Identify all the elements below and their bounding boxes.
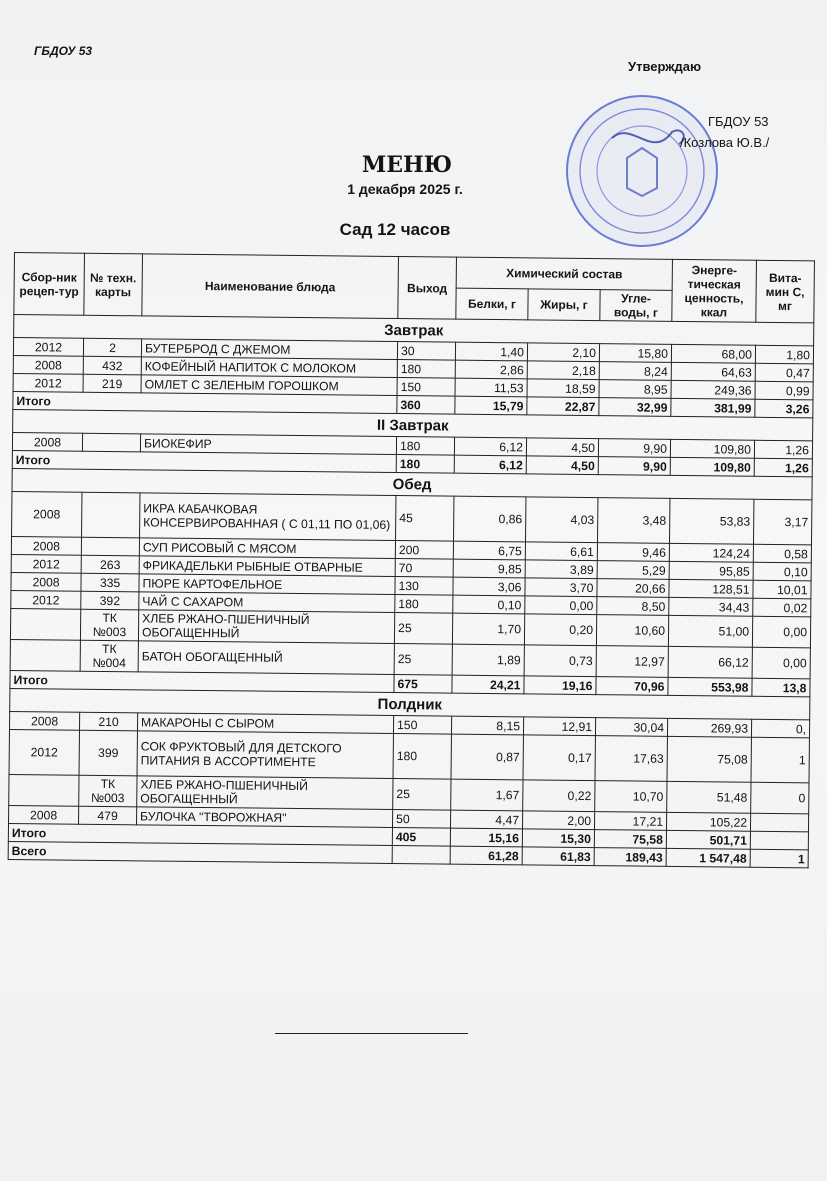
header-cell: Угле-воды, г	[600, 290, 672, 322]
vitamin-c-cell: 10,01	[753, 580, 811, 599]
dish-name-cell: ЧАЙ С САХАРОМ	[139, 592, 395, 613]
tech-card-cell: ТК №003	[80, 609, 138, 641]
recipe-book-cell: 2008	[13, 355, 83, 374]
subtotal-energy: 381,99	[671, 398, 755, 417]
recipe-book-cell: 2012	[13, 373, 83, 392]
tech-card-cell: ТК №003	[79, 775, 137, 807]
carbs-cell: 12,97	[596, 646, 668, 678]
organization-header: ГБДОУ 53	[34, 44, 93, 58]
page-title: МЕНЮ	[361, 152, 453, 178]
subtotal-vitamin-c: 3,26	[755, 399, 813, 418]
portion-cell: 130	[395, 577, 453, 596]
carbs-cell: 8,95	[599, 380, 671, 399]
subtotal-portion: 675	[394, 675, 452, 694]
group-name: Сад 12 часов	[339, 220, 451, 239]
carbs-cell: 17,63	[595, 736, 667, 782]
grand-total-protein: 61,28	[450, 846, 522, 865]
subtotal-protein: 15,79	[455, 396, 527, 415]
menu-date: 1 декабря 2025 г.	[347, 181, 463, 197]
vitamin-c-cell: 0,	[751, 719, 809, 738]
energy-cell: 53,83	[670, 498, 754, 544]
header-cell: Химический состав	[456, 257, 672, 290]
recipe-book-cell: 2008	[12, 432, 82, 451]
subtotal-carbs: 32,99	[599, 398, 671, 417]
protein-cell: 6,75	[453, 541, 525, 560]
portion-cell: 150	[393, 716, 451, 735]
tech-card-cell: 479	[79, 806, 137, 825]
recipe-book-cell	[10, 608, 80, 640]
portion-cell: 50	[392, 809, 450, 828]
dish-name-cell: БАТОН ОБОГАЩЕННЫЙ	[138, 641, 394, 675]
carbs-cell: 8,50	[597, 597, 669, 616]
dish-name-cell: СУП РИСОВЫЙ С МЯСОМ	[139, 538, 395, 559]
dish-name-cell: БУЛОЧКА "ТВОРОЖНАЯ"	[137, 807, 393, 828]
approval-signatory: /Козлова Ю.В./	[680, 135, 770, 150]
approval-label: Утверждаю	[628, 59, 702, 74]
carbs-cell: 20,66	[597, 579, 669, 598]
tech-card-cell: 392	[81, 591, 139, 610]
fat-cell: 4,50	[526, 438, 598, 457]
section-title: Обед	[12, 468, 812, 499]
fat-cell: 2,18	[527, 361, 599, 380]
portion-cell: 70	[395, 559, 453, 578]
recipe-book-cell: 2008	[12, 491, 82, 537]
carbs-cell: 10,70	[595, 781, 667, 813]
tech-card-cell	[82, 492, 140, 538]
protein-cell: 6,12	[454, 437, 526, 456]
grand-total-portion	[392, 845, 450, 864]
vitamin-c-cell: 0,00	[752, 616, 810, 648]
portion-cell: 200	[395, 541, 453, 560]
header-cell: Сбор-ник рецеп-тур	[14, 253, 85, 316]
fat-cell: 18,59	[527, 379, 599, 398]
carbs-cell: 8,24	[599, 362, 671, 381]
portion-cell: 25	[394, 613, 452, 645]
fat-cell: 0,00	[525, 596, 597, 615]
protein-cell: 1,70	[452, 613, 524, 645]
carbs-cell: 9,46	[597, 543, 669, 562]
protein-cell: 2,86	[455, 360, 527, 379]
portion-cell: 180	[397, 360, 455, 379]
portion-cell: 25	[394, 644, 452, 676]
header-cell: Жиры, г	[528, 289, 600, 321]
subtotal-vitamin-c	[750, 831, 808, 850]
recipe-book-cell: 2008	[9, 805, 79, 824]
recipe-book-cell: 2008	[11, 572, 81, 591]
section-title: Завтрак	[14, 315, 814, 346]
tech-card-cell	[81, 537, 139, 556]
vitamin-c-cell: 0,47	[755, 363, 813, 382]
subtotal-fat: 19,16	[524, 676, 596, 695]
subtotal-carbs: 70,96	[596, 677, 668, 696]
protein-cell: 0,10	[453, 595, 525, 614]
dish-name-cell: КОФЕЙНЫЙ НАПИТОК С МОЛОКОМ	[141, 357, 397, 378]
dish-name-cell: ХЛЕБ РЖАНО-ПШЕНИЧНЫЙ ОБОГАЩЕННЫЙ	[138, 610, 394, 644]
recipe-book-cell	[10, 639, 80, 671]
header-cell: Выход	[398, 257, 457, 320]
fat-cell: 0,22	[523, 780, 595, 812]
energy-cell: 109,80	[670, 439, 754, 458]
energy-cell: 64,63	[671, 362, 755, 381]
section-title: Полдник	[10, 688, 810, 719]
subtotal-portion: 180	[396, 455, 454, 474]
vitamin-c-cell: 1,80	[755, 345, 813, 364]
grand-total-carbs: 189,43	[594, 848, 666, 867]
protein-cell: 11,53	[455, 378, 527, 397]
portion-cell: 30	[397, 342, 455, 361]
protein-cell: 1,40	[455, 342, 527, 361]
tech-card-cell: 335	[81, 573, 139, 592]
dish-name-cell: СОК ФРУКТОВЫЙ ДЛЯ ДЕТСКОГО ПИТАНИЯ В АССОРТИМЕНТЕ	[137, 731, 393, 779]
subtotal-fat: 4,50	[526, 456, 598, 475]
tech-card-cell	[82, 433, 140, 452]
protein-cell: 1,67	[451, 779, 523, 811]
energy-cell: 75,08	[667, 736, 751, 782]
subtotal-carbs: 9,90	[598, 457, 670, 476]
tech-card-cell: 219	[83, 374, 141, 393]
dish-name-cell: ХЛЕБ РЖАНО-ПШЕНИЧНЫЙ ОБОГАЩЕННЫЙ	[137, 776, 393, 810]
section-title: II Завтрак	[13, 409, 813, 440]
carbs-cell: 15,80	[599, 344, 671, 363]
vitamin-c-cell: 0,10	[753, 562, 811, 581]
subtotal-protein: 24,21	[452, 675, 524, 694]
vitamin-c-cell	[750, 813, 808, 832]
vitamin-c-cell: 0,99	[755, 381, 813, 400]
fat-cell: 12,91	[523, 717, 595, 736]
energy-cell: 34,43	[669, 597, 753, 616]
carbs-cell: 17,21	[594, 812, 666, 831]
header-cell: Энерге-тическая ценность, ккал	[672, 259, 757, 322]
dish-name-cell: ПЮРЕ КАРТОФЕЛЬНОЕ	[139, 574, 395, 595]
protein-cell: 3,06	[453, 577, 525, 596]
portion-cell: 180	[393, 734, 451, 780]
vitamin-c-cell: 1,26	[754, 440, 812, 459]
protein-cell: 8,15	[451, 716, 523, 735]
energy-cell: 128,51	[669, 579, 753, 598]
fat-cell: 2,00	[522, 811, 594, 830]
portion-cell: 45	[395, 496, 453, 542]
grand-total-label: Всего	[8, 841, 392, 863]
dish-name-cell: БИОКЕФИР	[140, 434, 396, 455]
energy-cell: 124,24	[669, 543, 753, 562]
energy-cell: 95,85	[669, 561, 753, 580]
protein-cell: 4,47	[450, 810, 522, 829]
energy-cell: 68,00	[671, 344, 755, 363]
energy-cell: 249,36	[671, 380, 755, 399]
energy-cell: 66,12	[668, 646, 752, 678]
tech-card-cell: 399	[79, 730, 137, 776]
protein-cell: 9,85	[453, 559, 525, 578]
portion-cell: 150	[397, 378, 455, 397]
subtotal-label: Итого	[13, 391, 397, 413]
dish-name-cell: ФРИКАДЕЛЬКИ РЫБНЫЕ ОТВАРНЫЕ	[139, 556, 395, 577]
recipe-book-cell: 2008	[11, 536, 81, 555]
dish-name-cell: МАКАРОНЫ С СЫРОМ	[137, 713, 393, 734]
fat-cell: 0,17	[523, 735, 595, 781]
fat-cell: 0,73	[524, 645, 596, 677]
header-cell: Наименование блюда	[142, 254, 399, 319]
subtotal-vitamin-c: 1,26	[754, 458, 812, 477]
portion-cell: 180	[395, 595, 453, 614]
subtotal-portion: 405	[392, 827, 450, 846]
vitamin-c-cell: 0	[751, 782, 809, 814]
recipe-book-cell: 2012	[11, 554, 81, 573]
energy-cell: 105,22	[666, 812, 750, 831]
carbs-cell: 3,48	[597, 498, 669, 544]
subtotal-label: Итого	[10, 670, 394, 692]
grand-total-energy: 1 547,48	[666, 848, 750, 867]
protein-cell: 0,87	[451, 734, 523, 780]
subtotal-protein: 15,16	[450, 828, 522, 847]
subtotal-carbs: 75,58	[594, 830, 666, 849]
recipe-book-cell	[9, 774, 79, 806]
header-cell: № техн. карты	[84, 253, 143, 316]
fat-cell: 0,20	[524, 614, 596, 646]
recipe-book-cell: 2008	[9, 711, 79, 730]
subtotal-portion: 360	[397, 396, 455, 415]
dish-name-cell: ИКРА КАБАЧКОВАЯ КОНСЕРВИРОВАННАЯ ( С 01,11 ПО 01,06)	[140, 493, 396, 541]
fat-cell: 3,70	[525, 578, 597, 597]
signature-line	[275, 1033, 468, 1034]
portion-cell: 25	[393, 778, 451, 810]
vitamin-c-cell: 0,58	[753, 544, 811, 563]
protein-cell: 1,89	[452, 644, 524, 676]
subtotal-fat: 22,87	[527, 397, 599, 416]
tech-card-cell: 210	[79, 712, 137, 731]
subtotal-fat: 15,30	[522, 829, 594, 848]
vitamin-c-cell: 3,17	[753, 499, 811, 545]
fat-cell: 4,03	[525, 497, 597, 543]
dish-name-cell: ОМЛЕТ С ЗЕЛЕНЫМ ГОРОШКОМ	[141, 375, 397, 396]
subtotal-label: Итого	[12, 450, 396, 472]
tech-card-cell: 263	[81, 555, 139, 574]
fat-cell: 3,89	[525, 560, 597, 579]
subtotal-label: Итого	[8, 823, 392, 845]
vitamin-c-cell: 0,00	[752, 647, 810, 679]
menu-table	[8, 252, 815, 868]
carbs-cell: 5,29	[597, 561, 669, 580]
recipe-book-cell: 2012	[11, 590, 81, 609]
subtotal-protein: 6,12	[454, 455, 526, 474]
menu-table-body	[8, 315, 814, 868]
fat-cell: 2,10	[527, 343, 599, 362]
grand-total-vitamin-c: 1	[750, 849, 808, 868]
subtotal-energy: 109,80	[670, 457, 754, 476]
tech-card-cell: ТК №004	[80, 640, 138, 672]
energy-cell: 51,00	[668, 615, 752, 647]
energy-cell: 51,48	[667, 781, 751, 813]
tech-card-cell: 2	[83, 338, 141, 357]
carbs-cell: 10,60	[596, 615, 668, 647]
dish-name-cell: БУТЕРБРОД С ДЖЕМОМ	[141, 339, 397, 360]
recipe-book-cell: 2012	[9, 729, 79, 775]
carbs-cell: 9,90	[598, 439, 670, 458]
carbs-cell: 30,04	[595, 718, 667, 737]
subtotal-energy: 553,98	[668, 677, 752, 696]
header-cell: Белки, г	[456, 288, 528, 320]
official-stamp	[557, 92, 727, 250]
fat-cell: 6,61	[525, 542, 597, 561]
approval-organization: ГБДОУ 53	[708, 114, 769, 129]
protein-cell: 0,86	[453, 496, 525, 542]
vitamin-c-cell: 0,02	[753, 598, 811, 617]
header-cell: Вита-мин С, мг	[756, 260, 815, 323]
subtotal-vitamin-c: 13,8	[752, 678, 810, 697]
subtotal-energy: 501,71	[666, 830, 750, 849]
portion-cell: 180	[396, 437, 454, 456]
tech-card-cell: 432	[83, 356, 141, 375]
vitamin-c-cell: 1	[751, 737, 809, 783]
grand-total-fat: 61,83	[522, 847, 594, 866]
recipe-book-cell: 2012	[13, 338, 83, 357]
energy-cell: 269,93	[667, 718, 751, 737]
